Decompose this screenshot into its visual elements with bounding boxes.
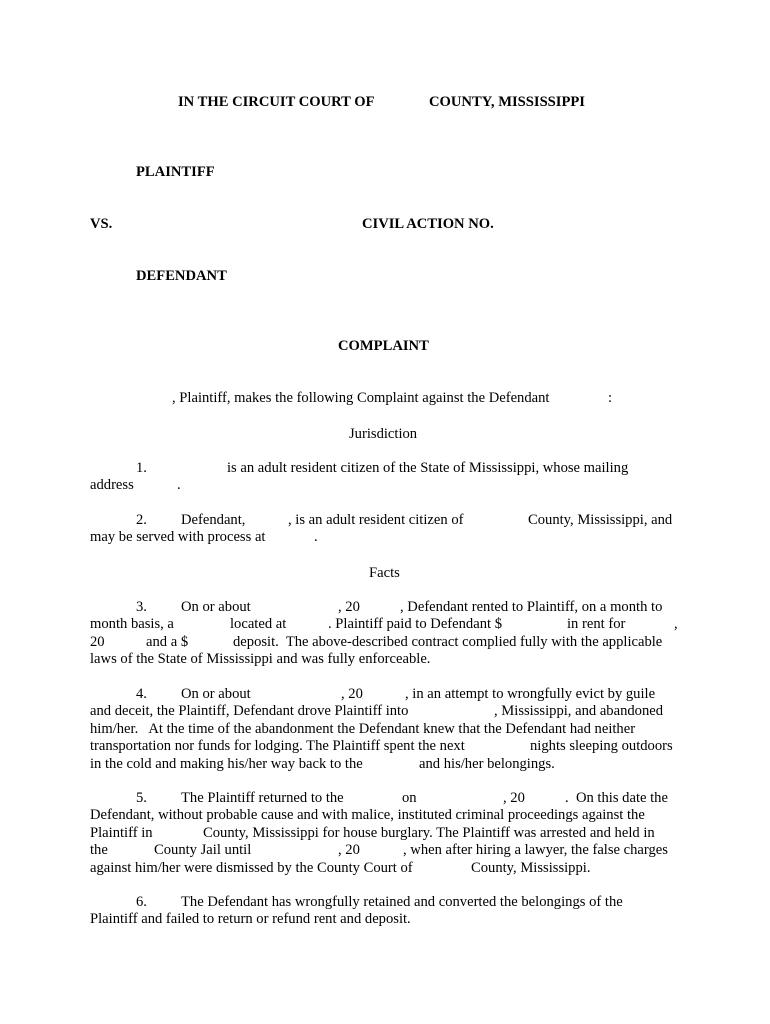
text-segment: County Jail until [154,842,252,859]
text-segment: nights sleeping outdoors [530,738,673,755]
plaintiff-label: PLAINTIFF [136,164,215,180]
text-segment: , in an attempt to wrongfully evict by guile [405,686,656,702]
text-segment: County, Mississippi, and [528,512,673,528]
text-segment: in rent for [567,616,626,633]
text-segment: deposit. The above-described contract complied fully with the applicable [233,633,663,650]
paragraph-5 [90,790,679,877]
text-segment: . [177,477,181,494]
court-heading-left: IN THE CIRCUIT COURT OF [178,94,375,110]
text-segment: and deceit, the Plaintiff, Defendant drove Plaintiff into [90,703,409,720]
text-segment: County, Mississippi for house burglary. The Plaintiff was arrested and held in [203,824,655,841]
text-segment: laws of the State of Mississippi and was fully enforceable. [90,651,431,668]
text-segment: Defendant, without probable cause and with malice, instituted criminal proceedings against the [90,807,645,824]
text-segment: 20 [90,633,105,650]
text-segment: against him/her were dismissed by the County Court of [90,859,413,876]
text-segment: address [90,477,134,494]
text-segment: Plaintiff and failed to return or refund rent and deposit. [90,911,411,928]
paragraph-3 [90,599,679,669]
paragraph-4 [90,686,679,773]
paragraph-number: 4. [136,686,147,702]
text-segment: On or about [181,686,251,702]
text-segment: , 20 [341,686,363,702]
section-heading-jurisdiction: Jurisdiction [349,426,418,442]
text-segment: , 20 [338,842,360,859]
text-segment: , Mississippi, and abandoned [494,703,664,720]
text-segment: him/her. At the time of the abandonment the Defendant knew that the Defendant had neither [90,720,636,737]
paragraph-1 [90,460,679,495]
text-segment: . [314,529,318,546]
text-segment: and a $ [146,633,189,650]
text-segment: in the cold and making his/her way back to the [90,755,363,772]
paragraph-6 [90,894,679,929]
text-segment: , is an adult resident citizen of [288,512,464,528]
text-segment: , [674,616,678,633]
section-heading-facts: Facts [369,565,400,581]
text-segment: Defendant, [181,512,246,528]
intro-text: , Plaintiff, makes the following Complaint against the Defendant [172,390,550,406]
text-segment: The Plaintiff returned to the [181,790,344,806]
intro-colon: : [608,390,613,406]
text-segment: transportation nor funds for lodging. The Plaintiff spent the next [90,738,465,755]
text-segment: , Defendant rented to Plaintiff, on a month to [400,599,663,615]
text-segment: The Defendant has wrongfully retained and converted the belongings of the [181,894,623,910]
text-segment: County, Mississippi. [471,859,591,876]
text-segment: the [90,842,108,859]
text-segment: , 20 [338,599,360,615]
vs-label: VS. [90,216,113,232]
text-segment: located at [230,616,287,633]
paragraph-number: 3. [136,599,147,615]
text-segment: , when after hiring a lawyer, the false charges [403,842,668,859]
document-title: COMPLAINT [338,338,429,354]
defendant-label: DEFENDANT [136,268,227,284]
text-segment: . Plaintiff paid to Defendant $ [328,616,503,633]
civil-action-label: CIVIL ACTION NO. [362,216,494,232]
text-segment: may be served with process at [90,529,266,546]
court-heading-right: COUNTY, MISSISSIPPI [429,94,585,110]
text-segment: . On this date the [565,790,668,806]
text-segment: On or about [181,599,251,615]
paragraph-number: 2. [136,512,147,528]
paragraph-number: 5. [136,790,147,806]
text-segment: , 20 [503,790,525,806]
text-segment: and his/her belongings. [419,755,555,772]
paragraph-2 [90,512,679,547]
text-segment: is an adult resident citizen of the State of Mississippi, whose mailing [227,460,629,476]
text-segment: Plaintiff in [90,824,153,841]
text-segment: on [402,790,417,806]
text-segment: month basis, a [90,616,174,633]
paragraph-number: 6. [136,894,147,910]
paragraph-number: 1. [136,460,147,476]
